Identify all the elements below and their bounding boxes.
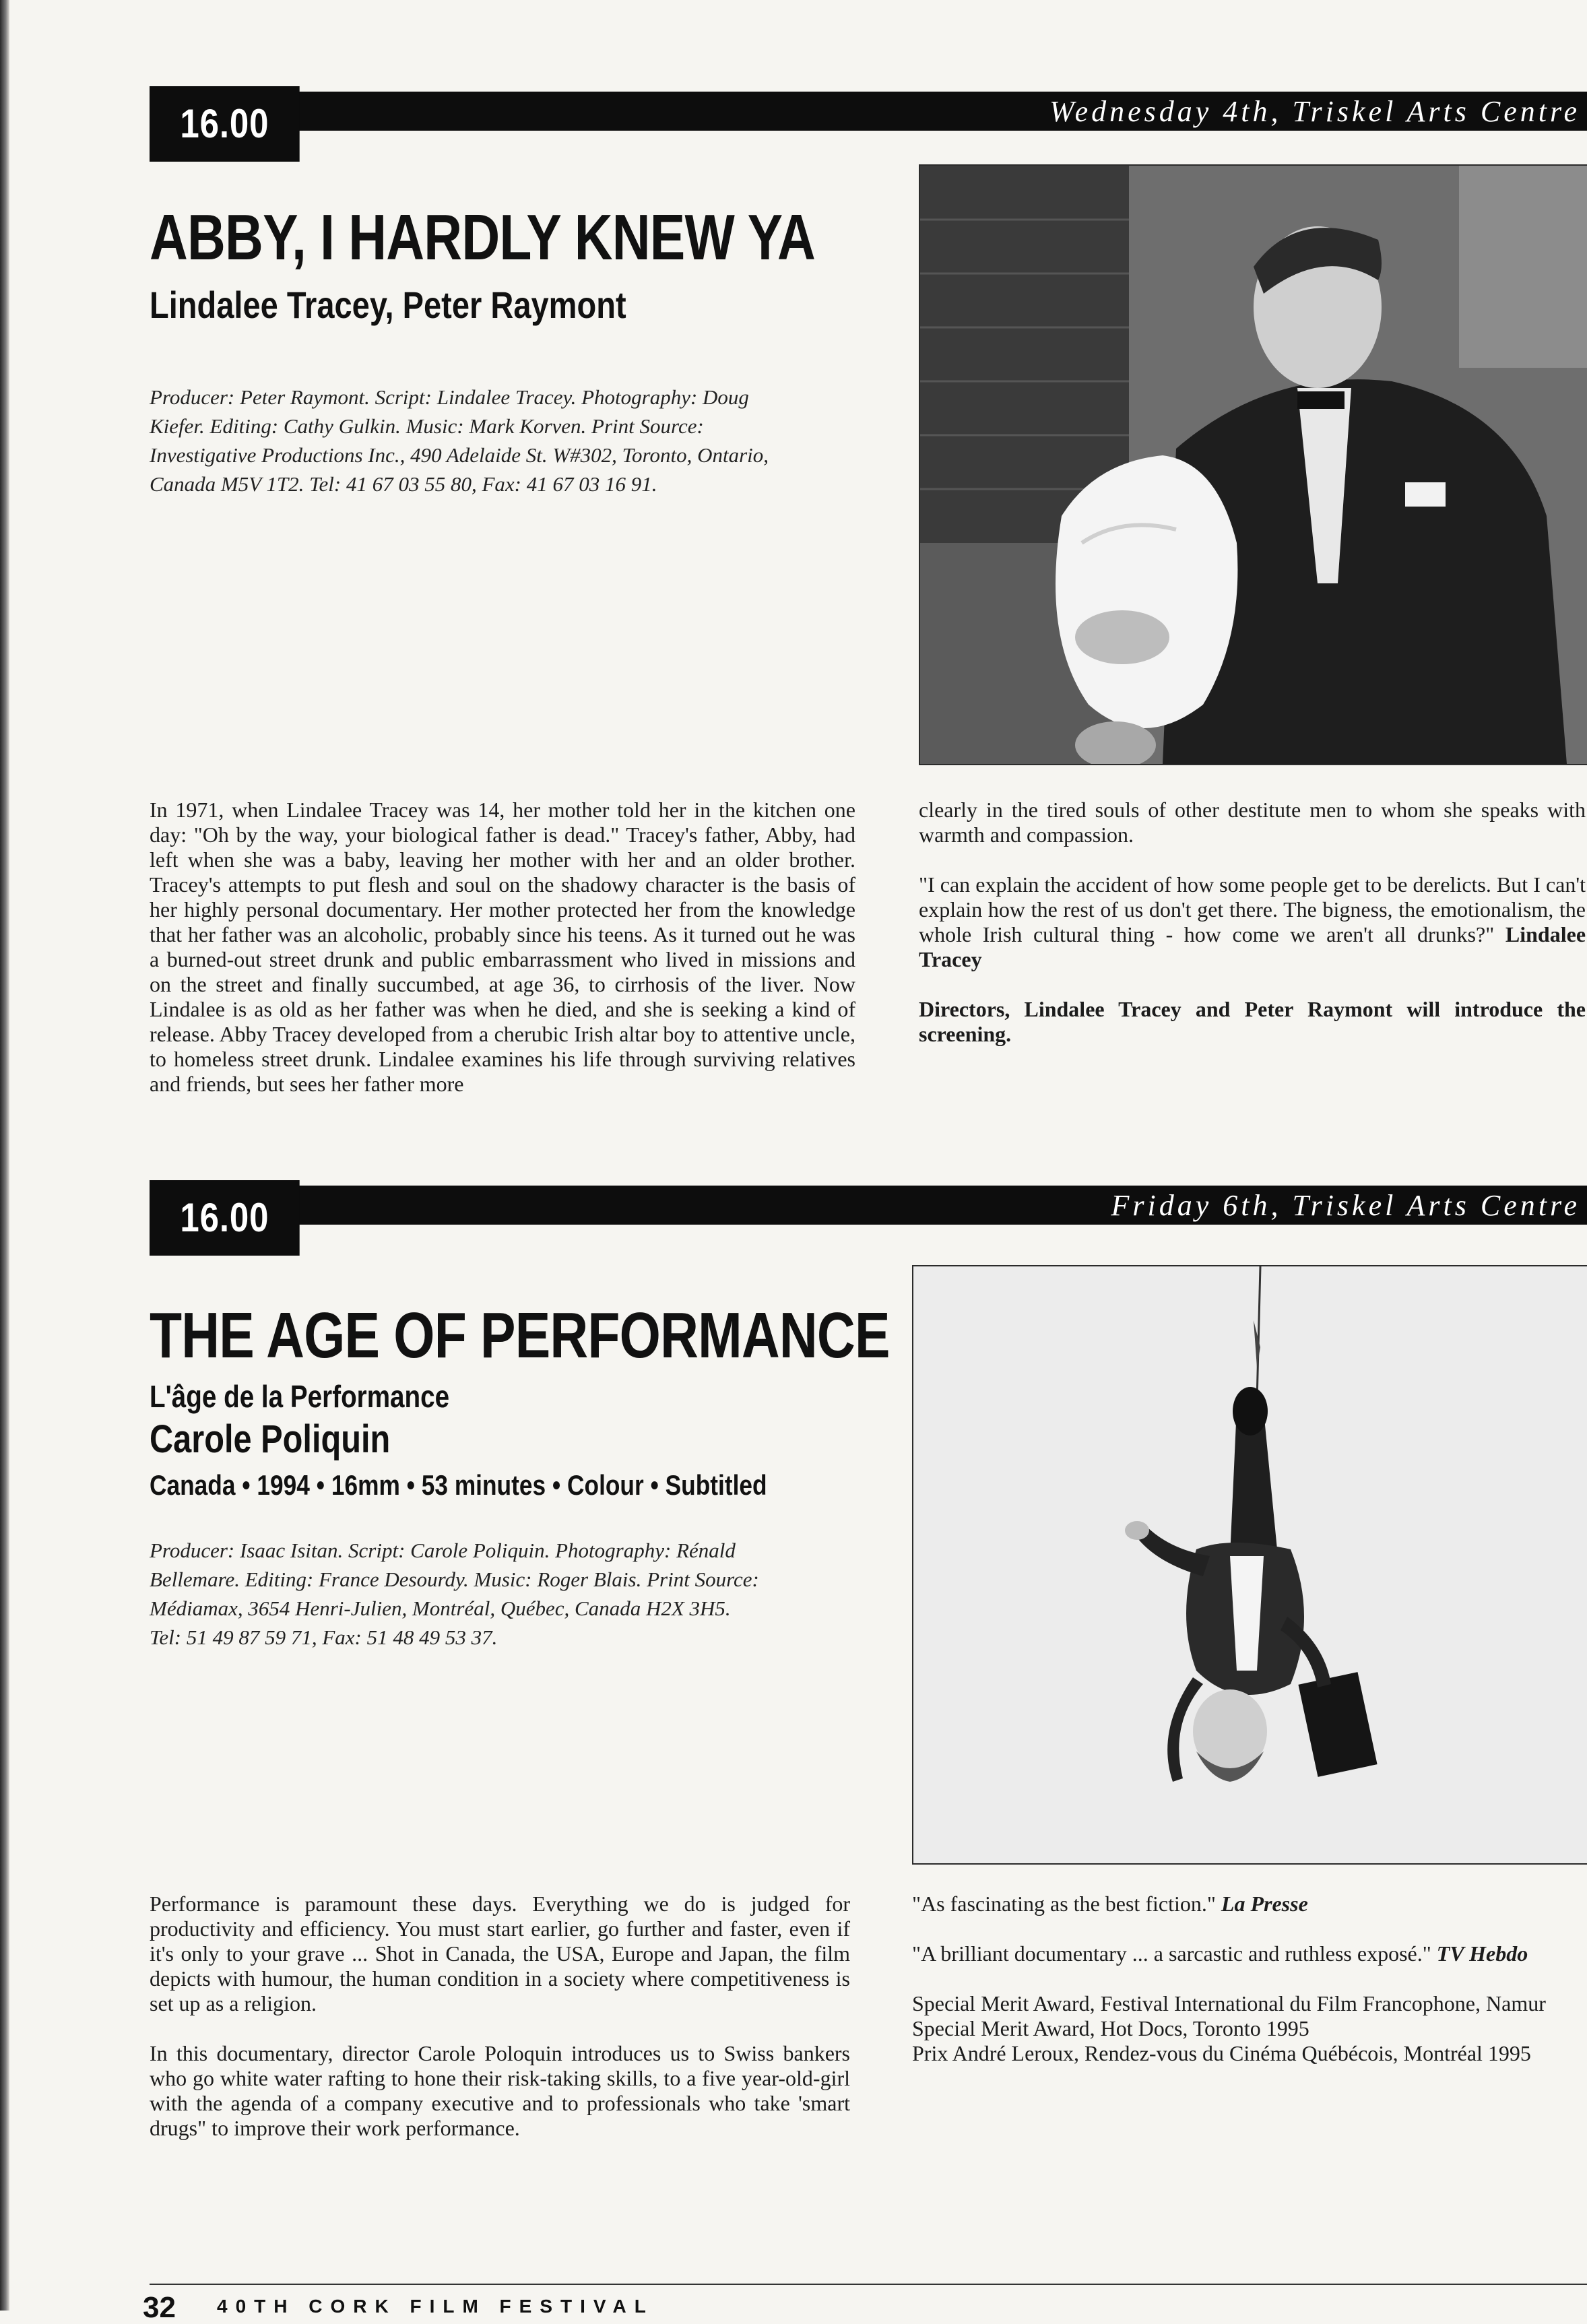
credits-line: Investigative Productions Inc., 490 Adelaide St. W#302, Toronto, Ontario, bbox=[150, 443, 769, 467]
film-synopsis bbox=[150, 798, 855, 1097]
quote-text: "I can explain the accident of how some people get to be derelicts. But I can't explain how the rest of us don't get there. The bigness, the emotionalism, the whole Irish cultural thing - how come we aren't all drunks?" bbox=[919, 872, 1586, 946]
credits-line: Canada M5V 1T2. Tel: 41 67 03 55 80, Fax: 41 67 03 16 91. bbox=[150, 472, 657, 496]
quote-attribution: Lindalee Tracey bbox=[919, 922, 1586, 971]
screening-header-bar bbox=[150, 92, 1587, 131]
press-quote bbox=[912, 1941, 1586, 1966]
film-specs: Canada • 1994 • 16mm • 53 minutes • Colour • Subtitled bbox=[150, 1469, 767, 1501]
press-quote-text: "A brilliant documentary ... a sarcastic and ruthless exposé." bbox=[912, 1941, 1431, 1966]
photo-upside-down-businessman bbox=[913, 1266, 1587, 1863]
award-line: Prix André Leroux, Rendez-vous du Cinéma Québécois, Montréal 1995 bbox=[912, 2041, 1531, 2065]
binding-spine bbox=[0, 0, 9, 2311]
director-quote bbox=[919, 872, 1586, 972]
film-still-photo bbox=[912, 1265, 1587, 1865]
film-synopsis-continued bbox=[919, 798, 1586, 1072]
film-title: THE AGE OF PERFORMANCE bbox=[150, 1299, 890, 1371]
credits-line: Producer: Peter Raymont. Script: Lindalee Tracey. Photography: Doug bbox=[150, 385, 749, 409]
synopsis-continued-paragraph: clearly in the tired souls of other destitute men to whom she speaks with warmth and compassion. bbox=[919, 798, 1586, 847]
film-credits bbox=[150, 383, 890, 498]
screening-header-bar bbox=[150, 1186, 1587, 1225]
film-director: Carole Poliquin bbox=[150, 1417, 391, 1461]
footer-rule bbox=[150, 2284, 1587, 2285]
credits-line: Médiamax, 3654 Henri-Julien, Montréal, Québec, Canada H2X 3H5. bbox=[150, 1596, 731, 1620]
award-line: Special Merit Award, Festival International du Film Francophone, Namur bbox=[912, 1991, 1546, 2015]
screening-time-badge: 16.00 bbox=[150, 1180, 300, 1256]
press-and-awards bbox=[912, 1892, 1586, 2066]
film-still-photo bbox=[919, 164, 1587, 765]
photo-man-holding-baby bbox=[920, 166, 1587, 764]
screening-note: Directors, Lindalee Tracey and Peter Raymont will introduce the screening. bbox=[919, 997, 1586, 1046]
award-line: Special Merit Award, Hot Docs, Toronto 1995 bbox=[912, 2016, 1309, 2040]
page-number: 32 bbox=[143, 2291, 176, 2324]
press-quote bbox=[912, 1892, 1586, 1916]
credits-line: Bellemare. Editing: France Desourdy. Music: Roger Blais. Print Source: bbox=[150, 1568, 759, 1591]
press-quote-source: La Presse bbox=[1221, 1892, 1308, 1916]
screening-time-badge: 16.00 bbox=[150, 86, 300, 162]
film-directors: Lindalee Tracey, Peter Raymont bbox=[150, 284, 626, 326]
screening-day-venue: Friday 6th, Triskel Arts Centre bbox=[1111, 1189, 1580, 1222]
credits-line: Kiefer. Editing: Cathy Gulkin. Music: Mark Korven. Print Source: bbox=[150, 414, 704, 438]
synopsis-paragraph: In this documentary, director Carole Poloquin introduces us to Swiss bankers who go white water rafting to hone their risk-taking skills, to a five year-old-girl with the agenda of a company executive and to professionals who take 'smart drugs" to improve their work performance. bbox=[150, 2041, 850, 2140]
credits-line: Tel: 51 49 87 59 71, Fax: 51 48 49 53 37. bbox=[150, 1625, 498, 1649]
screening-day-venue: Wednesday 4th, Triskel Arts Centre bbox=[1049, 95, 1580, 128]
credits-line: Producer: Isaac Isitan. Script: Carole Poliquin. Photography: Rénald bbox=[150, 1539, 736, 1562]
film-synopsis bbox=[150, 1892, 850, 2141]
film-title: ABBY, I HARDLY KNEW YA bbox=[150, 201, 816, 273]
synopsis-paragraph: Performance is paramount these days. Everything we do is judged for productivity and efficiency. You must start earlier, go further and faster, even if it's only to your grave ... Shot in Canada, the USA, Europe and Japan, the film depicts with humour, the human condition in a society where competitiveness is set up as a religion. bbox=[150, 1892, 850, 2015]
press-quote-text: "As fascinating as the best fiction." bbox=[912, 1892, 1216, 1916]
film-credits bbox=[150, 1536, 890, 1652]
synopsis-paragraph: In 1971, when Lindalee Tracey was 14, her mother told her in the kitchen one day: "Oh by the way, your biological father is dead." Tracey's father, Abby, had left when she was a baby, leaving her mother with her and an older brother. Tracey's attempts to put flesh and soul on the shadowy character is the basis of her highly personal documentary. Her mother protected her from the knowledge that her father was an alcoholic, probably since his teens. As it turned out he was a burned-out street drunk and public embarrassment who lived in missions and on the street and finally succumbed, at age 36, to cirrhosis of the liver. Now Lindalee is as old as her father was when he died, and she is seeking a kind of release. Abby Tracey developed from a cherubic Irish altar boy to attentive uncle, to homeless street drunk. Lindalee examines his life through surviving relatives and friends, but sees her father more bbox=[150, 798, 855, 1096]
press-quote-source: TV Hebdo bbox=[1436, 1941, 1528, 1966]
film-original-title: L'âge de la Performance bbox=[150, 1379, 450, 1414]
festival-name: 40TH CORK FILM FESTIVAL bbox=[217, 2296, 654, 2317]
